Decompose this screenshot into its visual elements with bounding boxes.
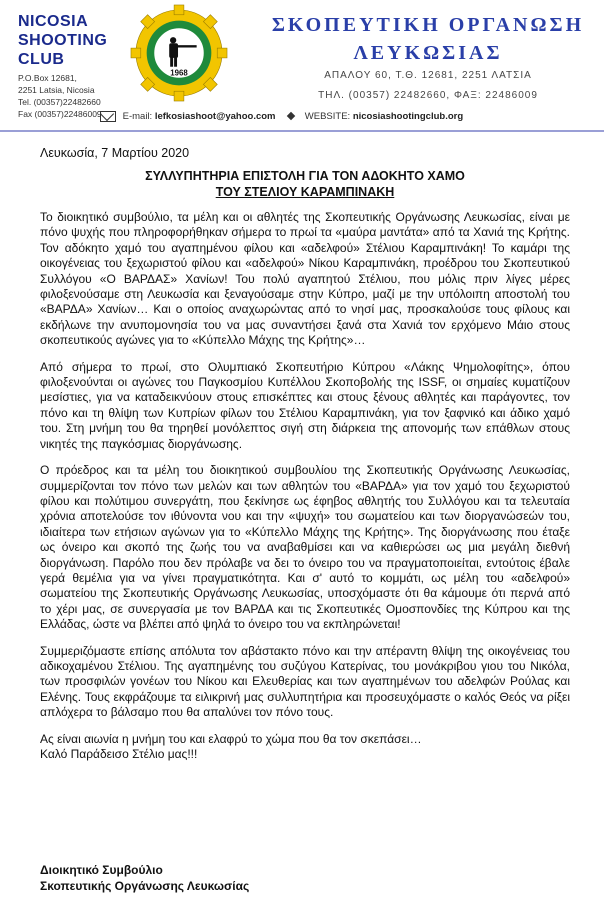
contact-line bbox=[100, 111, 600, 122]
club-name-line: SHOOTING bbox=[18, 32, 108, 49]
club-address-line: Tel. (00357)22482660 bbox=[18, 97, 101, 107]
body-paragraph: Συμμεριζόμαστε επίσης απόλυτα τον αβάστακτο πόνο και την απέραντη θλίψη της οικογένειας του αδικοχαμένου Στέλιου. Της αγαπημένης του συζύγου Κατερίνας, του μονάκριβου γιου του Νικόλα, των προσφιλών γονέων του Νίκου και Ελευθερίας και των αγαπημένων του αδελφών Ρούλας και Ελένης. Τους εκφράζουμε τα ειλικρινή μας συλλυπητήρια και προσευχόμαστε ο καλός Θεός να ρίξει απλόχερα το βάλσαμο που θα απαλύνει τον πόνο τους. bbox=[40, 643, 570, 720]
closing-line: Ας είναι αιωνία η μνήμη του και ελαφρύ το χώμα που θα τον σκεπάσει… bbox=[40, 731, 422, 746]
diamond-bullet-icon bbox=[287, 112, 295, 120]
org-title-line1: ΣΚΟΠΕΥΤΙΚΗ ΟΡΓΑΝΩΣΗ bbox=[271, 14, 585, 36]
club-address-line: 2251 Latsia, Nicosia bbox=[18, 85, 95, 95]
signature-line2: Σκοπευτικής Οργάνωσης Λευκωσίας bbox=[40, 879, 250, 893]
club-address-line: P.O.Box 12681, bbox=[18, 73, 77, 83]
org-address: ΑΠΑΛΟΥ 60, Τ.Θ. 12681, 2251 ΛΑΤΣΙΑ bbox=[324, 70, 532, 81]
email-link[interactable]: lefkosiashoot@yahoo.com bbox=[154, 111, 276, 123]
letter-body bbox=[40, 210, 570, 762]
org-title-line2: ΛΕΥΚΩΣΙΑΣ bbox=[353, 42, 503, 64]
club-name-line: CLUB bbox=[18, 51, 65, 68]
club-address-line: Fax (00357)22486009 bbox=[18, 109, 102, 119]
club-name bbox=[18, 12, 128, 69]
body-paragraph: Το διοικητικό συμβούλιο, τα μέλη και οι αθλητές της Σκοπευτικής Οργάνωσης Λευκωσίας, είναι με πόνο ψυχής που πληροφορήθηκαν σήμερα το πρωί τα «μαύρα μαντάτα» από τα Χανιά της Κρήτης. Τον αδόκητο χαμό του αγαπημένου φίλου και «αδελφού» Στέλιου Καραμπινάκη! Το καμάρι της οικογένειας του ξεχωριστού φίλου και «αδελφού» Νίκου Καραμπινάκη, προέδρου του Σκοπευτικού Συλλόγου «Ο ΒΑΡΔΑΣ» Χανίων! Του πολύ αγαπητού Στέλιου, που μόλις πριν λίγες μέρες φιλοξενούσαμε στη Λευκωσία και ξεναγούσαμε στην Κύπρο, μαζί με την υπόλοιπη αποστολή του «ΒΑΡΔΑ» Χανίων… Και ο οποίος αναχωρώντας από το νησί μας, προσκαλούσε τους φίλους και εκδήλωνε την ανυπομονησία του να μας συναντήσει ξανά στα Χανιά τον ερχόμενο Μάιο στους σκοπευτικούς αγώνες για το «Κύπελλο Μάχης της Κρήτης»… bbox=[40, 210, 570, 348]
letter-title bbox=[40, 168, 570, 200]
logo-year: 1968 bbox=[170, 68, 188, 78]
signature bbox=[40, 862, 249, 894]
website-label: WEBSITE: bbox=[304, 111, 351, 123]
body-paragraph: Από σήμερα το πρωί, στο Ολυμπιακό Σκοπευτήριο Κύπρου «Λάκης Ψημολοφίτης», όπου φιλοξενούνται οι αγώνες του Παγκοσμίου Κυπέλλου Σκοποβολής της ISSF, οι σημαίες κυματίζουν μεσίστιες, για να καταδεικνύουν στους επισκέπτες και στους ξένους αθλητές και παράγοντες, τον πόνο και τη θλίψη των Κυπρίων φίλων του Στέλιου Καραμπινάκη, για τον ξαφνικό και άδικο χαμό του. Στη μνήμη του θα τηρηθεί μονόλεπτος σιγή στη διάρκεια της απονομής των επάθλων στους νικητές της παγκόσμιας διοργάνωσης. bbox=[40, 359, 570, 451]
club-logo-icon bbox=[130, 4, 228, 102]
email-label: E-mail: bbox=[122, 111, 153, 123]
letterhead bbox=[0, 0, 604, 132]
letter-title-line1: ΣΥΛΛΥΠΗΤΗΡΙΑ ΕΠΙΣΤΟΛΗ ΓΙΑ ΤΟΝ ΑΔΟΚΗΤΟ ΧΑΜΟ bbox=[145, 169, 465, 183]
signature-line1: Διοικητικό Συμβούλιο bbox=[40, 863, 163, 877]
org-telephone: ΤΗΛ. (00357) 22482660, ΦΑΞ: 22486009 bbox=[318, 90, 538, 101]
club-name-line: NICOSIA bbox=[18, 13, 89, 30]
club-address bbox=[18, 72, 102, 120]
closing-line: Καλό Παράδεισο Στέλιο μας!!! bbox=[40, 747, 198, 761]
envelope-icon bbox=[100, 111, 116, 122]
letter-title-line2: ΤΟΥ ΣΤΕΛΙΟΥ ΚΑΡΑΜΠΙΝΑΚΗ bbox=[215, 185, 395, 199]
closing bbox=[40, 732, 570, 763]
letter-date: Λευκωσία, 7 Μαρτίου 2020 bbox=[40, 146, 190, 160]
body-paragraph: Ο πρόεδρος και τα μέλη του διοικητικού συμβουλίου της Σκοπευτικής Οργάνωσης Λευκωσίας, συμμερίζονται τον πόνο των μελών και των αθλητών του «ΒΑΡΔΑ» για τον χαμό του ξεχωριστού φίλου και πολύτιμου συνεργάτη, που ξεκίνησε ως έφηβος αθλητής του Συλλόγου και τα τελευταία χρόνια αποτελούσε τον ιθύνοντα νου και την «ψυχή» του σωματείου και των διοργανώσεών του, ιδιαίτερα των ετήσιων αγώνων για το «Κύπελλο Μάχης της Κρήτης». Της διοργάνωσης που έταξε ως όνειρο και σκοπό της ζωής του να αναβαθμίσει και να καθιερώσει ως μια μεγάλη διεθνή διοργάνωση. Παρόλο που δεν πρόλαβε να δει το όνειρο του να πραγματοποιείται, εντούτοις έβαλε γερά θεμέλια για να γίνει πραγματικότητα. Και σ' αυτό το κομμάτι, ως μέλη του «αδελφού» σωματείου της Σκοπευτικής Οργάνωσης Λευκωσίας, υποσχόμαστε ότι θα κάμουμε ότι περνά από το χέρι μας, σε συνεργασία με τον ΒΑΡΔΑ και τις Σκοπευτικές Ομοσπονδίες της Κύπρου και της Ελλάδας, ώστε να βλέπει από ψηλά το όνειρο του να εκπληρώνεται! bbox=[40, 463, 570, 632]
website-link[interactable]: nicosiashootingclub.org bbox=[352, 111, 464, 123]
